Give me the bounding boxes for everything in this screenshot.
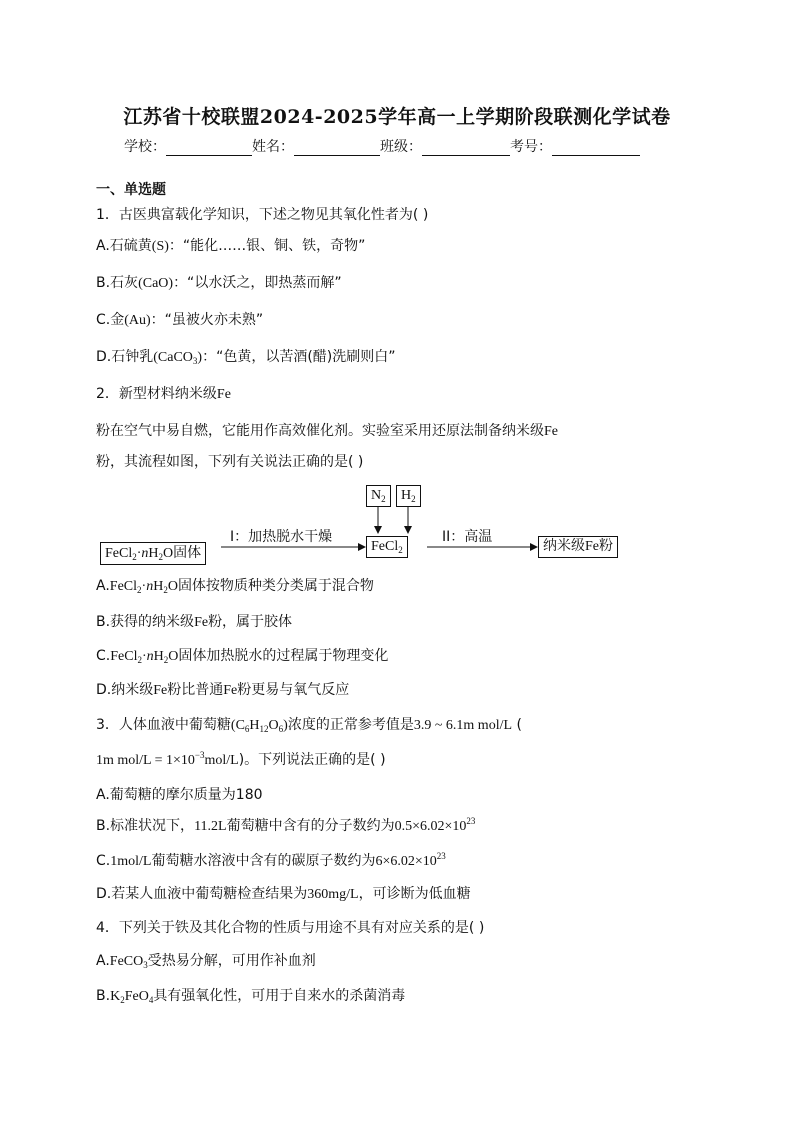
page-title: 江苏省十校联盟2024-2025学年高一上学期阶段联测化学试卷 xyxy=(123,106,671,128)
section-heading: 一、单选题 xyxy=(96,182,166,198)
question-3-option-b: B.标准状况下，11.2L葡萄糖中含有的分子数约为$0.5\times 6.02\times 10^{23}$ xyxy=(96,816,476,834)
school-blank[interactable] xyxy=(166,139,252,156)
h2-box: $H_2$ xyxy=(396,485,421,507)
mid-box-fecl2: FeCl$_2$ xyxy=(366,536,408,558)
question-4-option-b: $B.K_2FeO_4$具有强氧化性，可用于自来水的杀菌消毒 xyxy=(96,988,406,1005)
start-box-fecl2-hydrate: $FeCl_2\cdot nH_2O$固体 xyxy=(100,542,206,565)
question-4-option-a: A.FeCO$_3$受热易分解，可用作补血剂 xyxy=(96,953,316,970)
question-3-option-a: A.葡萄糖的摩尔质量为180 xyxy=(96,787,263,803)
question-2-option-b: B.获得的纳米级Fe粉，属于胶体 xyxy=(96,614,293,630)
question-1-option-d: D.石钟乳(CaCO$_3$)：“色黄，以苦酒(醋)洗刷则白” xyxy=(96,349,396,366)
class-label: 班级： xyxy=(380,139,422,155)
school-label: 学校： xyxy=(124,139,166,155)
number-label: 考号： xyxy=(510,139,552,155)
class-blank[interactable] xyxy=(422,139,510,156)
question-1-option-c: C.金(Au)：“虽被火亦未熟” xyxy=(96,312,264,328)
end-box-nano-fe: 纳米级Fe粉 xyxy=(538,536,618,558)
question-2-option-d: D.纳米级Fe粉比普通Fe粉更易与氧气反应 xyxy=(96,682,350,698)
question-3-stem-line-2: 1m $mol/L = 1\times 10^{-3}mol/L$)。下列说法正确的是( ) xyxy=(96,750,386,768)
step-2-label: II：高温 xyxy=(442,529,493,545)
question-2-option-a: $A.FeCl_2\cdot nH_2O$固体按物质种类分类属于混合物 xyxy=(96,578,374,595)
question-1-option-a: A.石硫黄(S)：“能化……银、铜、铁，奇物” xyxy=(96,238,366,254)
question-4-stem: 4．下列关于铁及其化合物的性质与用途不具有对应关系的是( ) xyxy=(96,920,485,936)
question-1-stem: 1．古医典富载化学知识，下述之物见其氧化性者为( ) xyxy=(96,207,429,223)
student-info-row xyxy=(124,136,640,156)
process-flow-diagram xyxy=(96,482,636,564)
step-1-label: I：加热脱水干燥 xyxy=(230,529,333,545)
question-1-option-b: B.石灰(CaO)：“以水沃之，即热蒸而解” xyxy=(96,275,342,291)
question-3-option-d: D.若某人血液中葡萄糖检查结果为360mg/L，可诊断为低血糖 xyxy=(96,886,471,902)
question-2-option-c: $C.FeCl_2\cdot nH_2O$固体加热脱水的过程属于物理变化 xyxy=(96,648,389,665)
question-2-stem-line-3: 粉，其流程如图，下列有关说法正确的是( ) xyxy=(96,454,364,470)
question-2-stem: 2．新型材料纳米级Fe xyxy=(96,386,231,402)
question-2-stem-line-2: 粉在空气中易自燃，它能用作高效催化剂。实验室采用还原法制备纳米级Fe xyxy=(96,423,558,439)
question-3-option-c: C.1mol/L葡萄糖水溶液中含有的碳原子数约为$6\times 6.02\times 10^{23}$ xyxy=(96,851,446,869)
number-blank[interactable] xyxy=(552,139,640,156)
n2-box: $N_2$ xyxy=(366,485,391,507)
name-blank[interactable] xyxy=(294,139,380,156)
question-3-stem: 3．人体血液中葡萄糖$(C_6H_{12}O_6)$浓度的正常参考值是3.9 ~ 6.1m mol/L ( xyxy=(96,717,522,734)
name-label: 姓名： xyxy=(252,139,294,155)
